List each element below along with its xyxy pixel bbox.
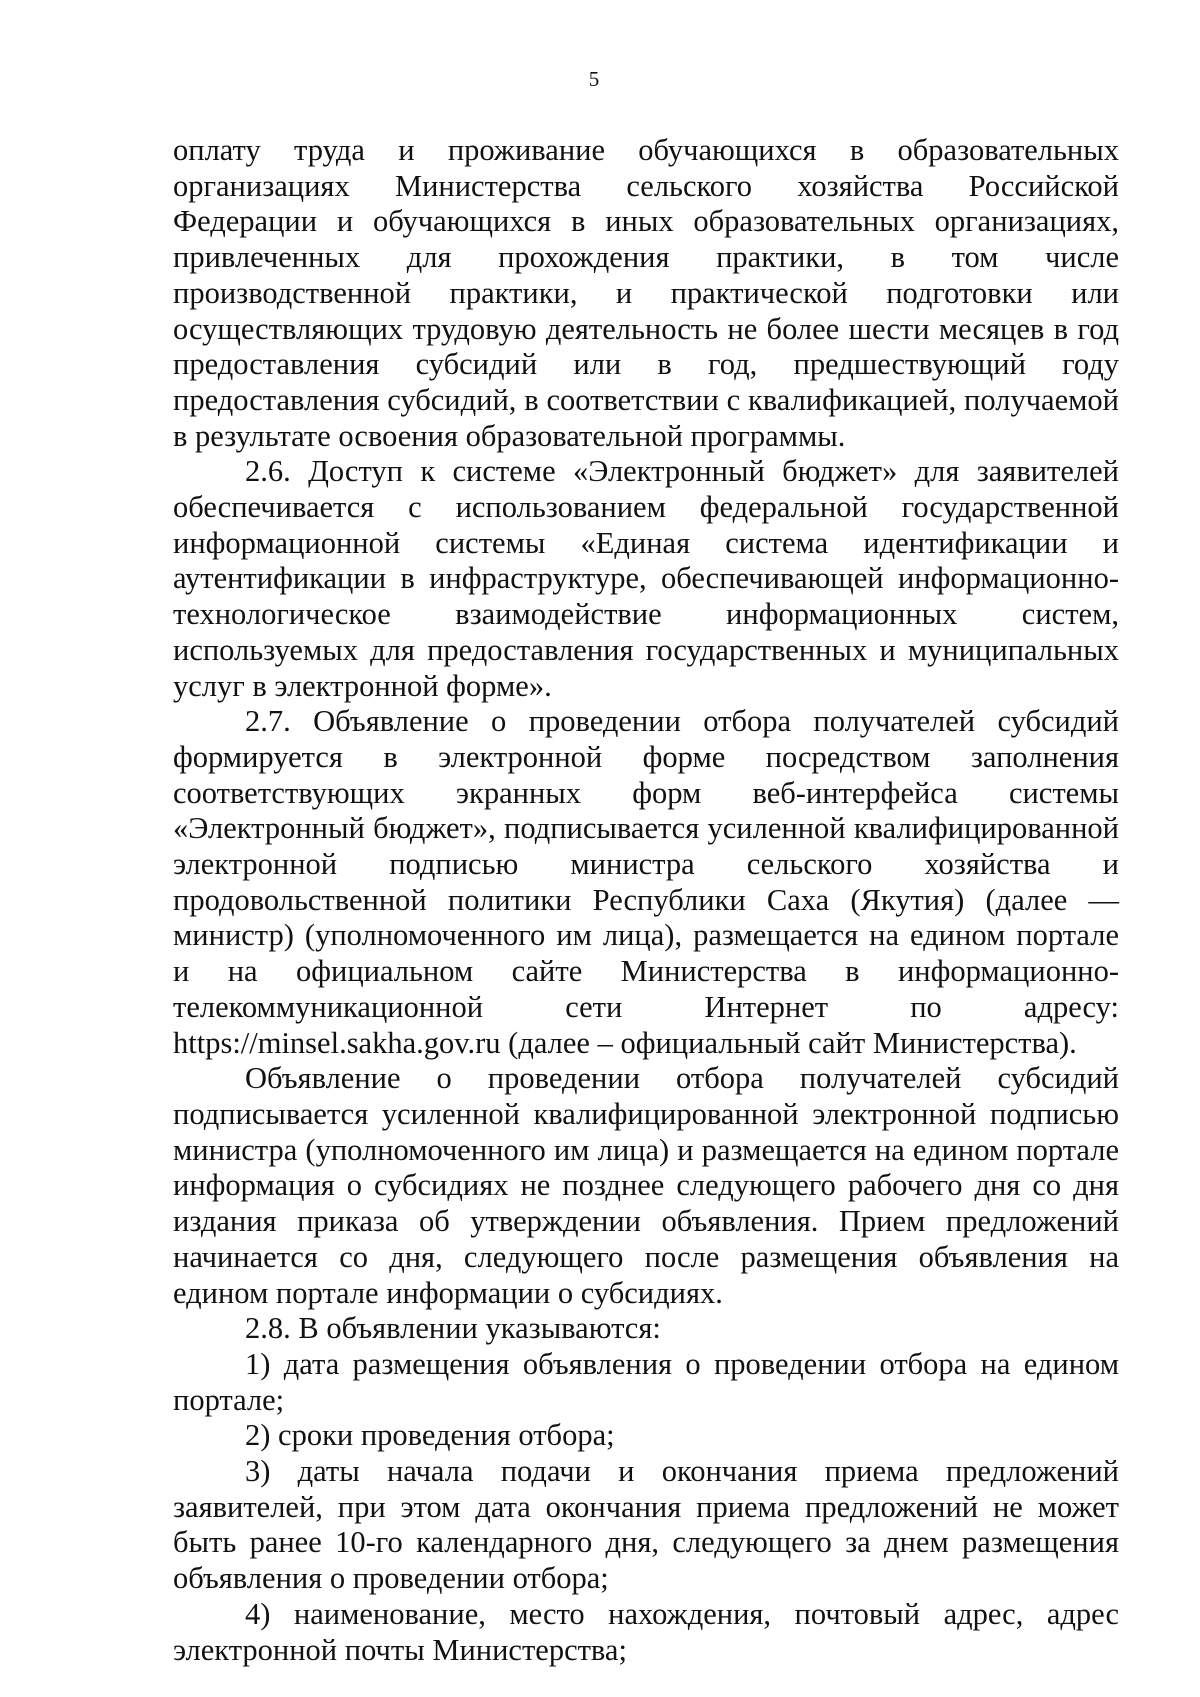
paragraph-2-8: 2.8. В объявлении указываются: xyxy=(245,1311,661,1346)
list-item-4: 4) наименование, место нахождения, почтовый адрес, адрес электронной почты Министерства; xyxy=(173,1596,1119,1667)
list-item-2: 2) сроки проведения отбора; xyxy=(245,1418,615,1453)
paragraph-continuation: оплату труда и проживание обучающихся в образовательных организациях Министерства сельского хозяйства Российской Федерации и обучающихся в иных образовательных организациях, привлеченных для прохождения практики, в том числе производственной практики, и практической подготовки или осуществляющих трудовую деятельность не более шести месяцев в год предоставления субсидий или в год, предшествующий году предоставления субсидий, в соответствии с квалификацией, получаемой в результате освоения образовательной программы. xyxy=(173,133,1119,453)
paragraph-announcement-signing: Объявление о проведении отбора получателей субсидий подписывается усиленной квалифицированной электронной подписью министра (уполномоченного им лица) и размещается на едином портале информация о субсидиях не позднее следующего рабочего дня со дня издания приказа об утверждении объявления. Прием предложений начинается со дня, следующего после размещения объявления на едином портале информации о субсидиях. xyxy=(173,1061,1119,1310)
list-item-1: 1) дата размещения объявления о проведении отбора на едином портале; xyxy=(173,1346,1119,1417)
paragraph-2-6: 2.6. Доступ к системе «Электронный бюджет» для заявителей обеспечивается с использованием федеральной государственной информационной системы «Единая система идентификации и аутентификации в инфраструктуре, обеспечивающей информационно-технологическое взаимодействие информационных систем, используемых для предоставления государственных и муниципальных услуг в электронной форме». xyxy=(173,454,1119,703)
paragraph-2-7: 2.7. Объявление о проведении отбора получателей субсидий формируется в электронной форме посредством заполнения соответствующих экранных форм веб-интерфейса системы «Электронный бюджет», подписывается усиленной квалифицированной электронной подписью министра сельского хозяйства и продовольственной политики Республики Саха (Якутия) (далее — министр) (уполномоченного им лица), размещается на едином портале и на официальном сайте Министерства в информационно-телекоммуникационной сети Интернет по адресу: https://minsel.sakha.gov.ru (далее – официальный сайт Министерства). xyxy=(173,704,1119,1060)
list-item-3: 3) даты начала подачи и окончания приема предложений заявителей, при этом дата окончания приема предложений не может быть ранее 10-го календарного дня, следующего за днем размещения объявления о проведении отбора; xyxy=(173,1454,1119,1596)
page-number: 5 xyxy=(588,67,600,91)
document-body xyxy=(173,133,1119,1668)
